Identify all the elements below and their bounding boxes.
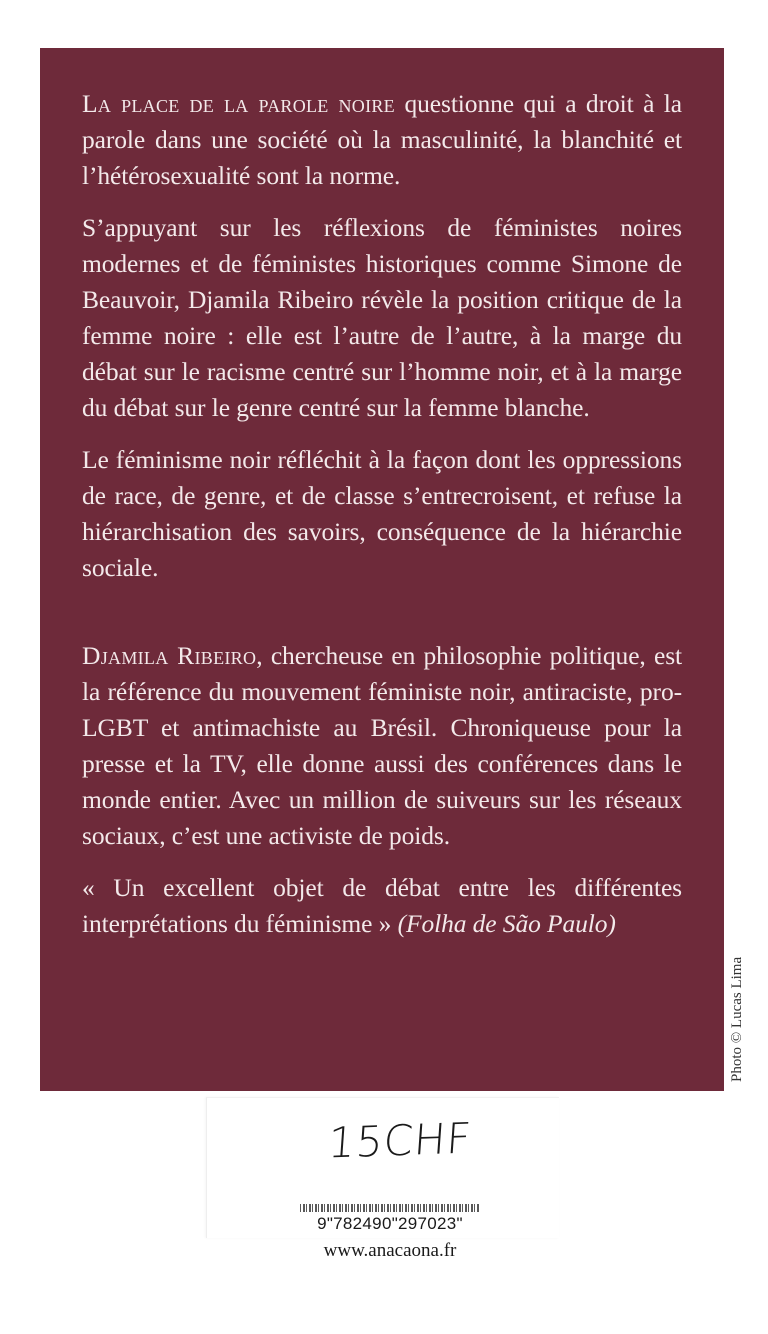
isbn-number: 9"782490"297023" [317,1214,463,1233]
author-bio [82,638,682,854]
barcode-icon [300,1204,480,1212]
blurb-paragraph-2: S’appuyant sur les réflexions de féministes noires modernes et de féministes historiques comme Simone de Beauvoir, Djamila Ribeiro révèle la position critique de la femme noire : elle est l’autre de l’autre, à la marge du débat sur le racisme centré sur l’homme noir, et à la marge du débat sur le genre centré sur la femme blanche. [82,213,682,422]
press-quote [82,870,682,942]
back-cover-panel [40,48,724,1091]
author-name: Djamila Ribeiro [82,641,257,670]
price-sticker: 15CHF [326,1113,474,1168]
book-title-lead: La place de la parole noire [82,89,395,118]
publisher-website: www.anacaona.fr [323,1240,457,1261]
quote-source: (Folha de São Paulo) [397,909,616,938]
paragraph-1-text: questionne qui a droit à la parole dans une société où la masculinité, la blanchité et l’hétérosexualité sont la norme. [82,89,683,190]
author-bio-text: , chercheuse en philosophie politique, est la référence du mouvement féministe noir, antiraciste, pro-LGBT et antimachiste au Brésil. Chroniqueuse pour la presse et la TV, elle donne aussi des conférences dans le monde entier. Avec un million de suiveurs sur les réseaux sociaux, c’est une activiste de poids. [82,641,682,850]
photo-credit-text: Photo © Lucas Lima [729,956,745,1082]
quote-text: « Un excellent objet de débat entre les différentes interprétations du féminisme » [82,873,682,938]
blurb-paragraph-3: Le féminisme noir réfléchit à la façon dont les oppressions de race, de genre, et de classe s’entrecroisent, et refuse la hiérarchisation des savoirs, conséquence de la hiérarchie sociale. [82,445,682,582]
blurb-paragraph-1 [82,86,682,194]
